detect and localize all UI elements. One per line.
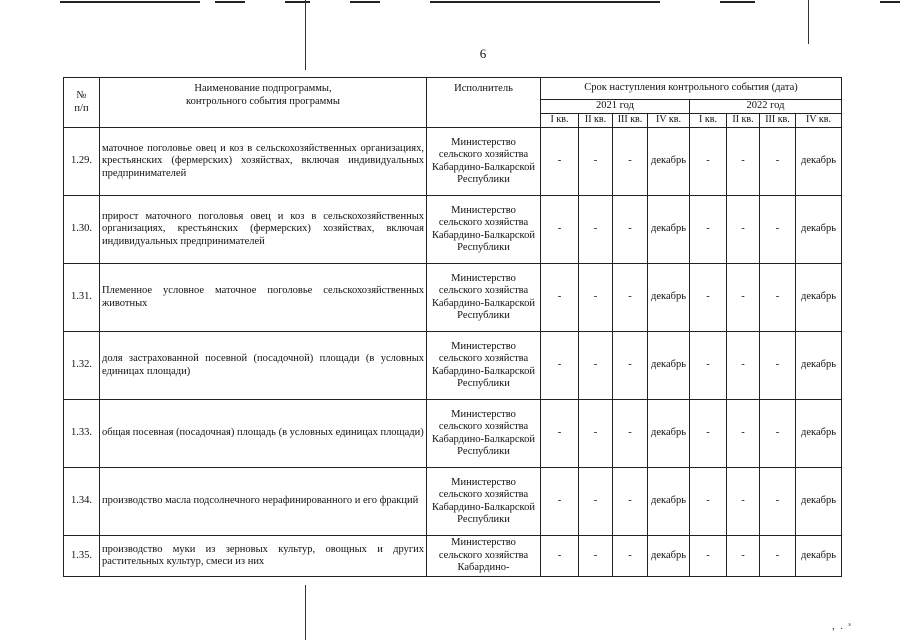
scan-fold-line: [305, 585, 306, 640]
deadline-cell: -: [690, 536, 727, 577]
deadline-cell: -: [579, 536, 613, 577]
deadline-cell: -: [727, 264, 760, 332]
row-number: 1.31.: [64, 264, 100, 332]
table-row: [64, 468, 842, 536]
executor: Министерство сельского хозяйства Кабардино-Балкарской Республики: [427, 468, 541, 536]
table-row: [64, 400, 842, 468]
event-name: доля застрахованной посевной (посадочной) площади (в условных единицах площади): [100, 332, 427, 400]
row-number: 1.30.: [64, 196, 100, 264]
deadline-cell: -: [760, 264, 796, 332]
executor: Министерство сельского хозяйства Кабардино-Балкарской Республики: [427, 128, 541, 196]
deadline-cell: -: [541, 332, 579, 400]
deadline-cell: -: [690, 468, 727, 536]
event-name: общая посевная (посадочная) площадь (в условных единицах площади): [100, 400, 427, 468]
table-row: [64, 196, 842, 264]
deadline-cell: декабрь: [796, 264, 842, 332]
col-deadline-header: Срок наступления контрольного события (дата): [541, 78, 842, 100]
year-2021-header: 2021 год: [541, 100, 690, 114]
deadline-cell: -: [613, 400, 648, 468]
executor: Министерство сельского хозяйства Кабардино-Балкарской Республики: [427, 400, 541, 468]
deadline-cell: -: [541, 468, 579, 536]
quarter-header: IV кв.: [796, 114, 842, 128]
deadline-cell: -: [727, 128, 760, 196]
page-number: 6: [479, 46, 487, 61]
deadline-cell: -: [613, 468, 648, 536]
deadline-cell: декабрь: [796, 468, 842, 536]
deadline-cell: -: [727, 196, 760, 264]
executor: Министерство сельского хозяйства Кабардино-: [427, 536, 541, 577]
table-row: [64, 332, 842, 400]
deadline-cell: декабрь: [796, 536, 842, 577]
deadline-cell: декабрь: [648, 332, 690, 400]
deadline-cell: -: [690, 332, 727, 400]
table-row: [64, 536, 842, 577]
deadline-cell: -: [541, 400, 579, 468]
quarter-header: II кв.: [579, 114, 613, 128]
deadline-cell: -: [541, 536, 579, 577]
deadline-cell: -: [727, 400, 760, 468]
deadline-cell: -: [579, 400, 613, 468]
deadline-cell: -: [613, 264, 648, 332]
deadline-cell: -: [613, 332, 648, 400]
deadline-cell: -: [613, 196, 648, 264]
quarter-header: I кв.: [541, 114, 579, 128]
deadline-cell: -: [727, 468, 760, 536]
deadline-cell: -: [690, 196, 727, 264]
col-num-header: № п/п: [64, 78, 100, 128]
event-name: производство муки из зерновых культур, овощных и других растительных культур, смеси из них: [100, 536, 427, 577]
quarter-header: II кв.: [727, 114, 760, 128]
row-number: 1.32.: [64, 332, 100, 400]
deadline-cell: -: [579, 332, 613, 400]
event-name: Племенное условное маточное поголовье сельскохозяйственных животных: [100, 264, 427, 332]
quarter-header: III кв.: [613, 114, 648, 128]
deadline-cell: декабрь: [648, 468, 690, 536]
deadline-cell: -: [613, 536, 648, 577]
row-number: 1.33.: [64, 400, 100, 468]
deadline-cell: декабрь: [648, 128, 690, 196]
event-name: производство масла подсолнечного нерафинированного и его фракций: [100, 468, 427, 536]
executor: Министерство сельского хозяйства Кабардино-Балкарской Республики: [427, 264, 541, 332]
deadline-cell: декабрь: [648, 196, 690, 264]
table-row: [64, 128, 842, 196]
executor: Министерство сельского хозяйства Кабардино-Балкарской Республики: [427, 332, 541, 400]
event-name: маточное поголовье овец и коз в сельскохозяйственных организациях, крестьянских (фермерских) хозяйствах, включая индивидуальных предпринимателей: [100, 128, 427, 196]
scan-top-marks: [0, 0, 905, 6]
deadline-cell: -: [579, 196, 613, 264]
executor: Министерство сельского хозяйства Кабардино-Балкарской Республики: [427, 196, 541, 264]
event-name: прирост маточного поголовья овец и коз в сельскохозяйственных организациях, крестьянских (фермерских) хозяйствах, включая индивидуальных предпринимателей: [100, 196, 427, 264]
deadline-cell: -: [579, 468, 613, 536]
scan-specks: , . ˢ: [832, 620, 851, 632]
deadline-cell: декабрь: [648, 536, 690, 577]
deadline-cell: -: [727, 332, 760, 400]
deadline-cell: -: [541, 128, 579, 196]
col-executor-header: Исполнитель: [427, 78, 541, 128]
deadline-cell: декабрь: [648, 400, 690, 468]
deadline-cell: декабрь: [796, 196, 842, 264]
deadline-cell: -: [760, 332, 796, 400]
deadline-cell: декабрь: [796, 332, 842, 400]
deadline-cell: декабрь: [648, 264, 690, 332]
quarter-header: IV кв.: [648, 114, 690, 128]
deadline-cell: -: [690, 264, 727, 332]
deadline-cell: -: [579, 128, 613, 196]
deadline-cell: -: [579, 264, 613, 332]
row-number: 1.29.: [64, 128, 100, 196]
scan-edge-line: [808, 0, 809, 44]
deadline-cell: -: [760, 196, 796, 264]
control-events-table: [63, 77, 842, 577]
deadline-cell: -: [760, 468, 796, 536]
scan-fold-line: [305, 0, 306, 70]
deadline-cell: -: [690, 128, 727, 196]
quarter-header: III кв.: [760, 114, 796, 128]
row-number: 1.35.: [64, 536, 100, 577]
deadline-cell: декабрь: [796, 128, 842, 196]
header-row: [64, 78, 842, 100]
deadline-cell: -: [541, 264, 579, 332]
col-name-header: Наименование подпрограммы, контрольного события программы: [100, 78, 427, 128]
deadline-cell: декабрь: [796, 400, 842, 468]
deadline-cell: -: [690, 400, 727, 468]
year-2022-header: 2022 год: [690, 100, 842, 114]
deadline-cell: -: [727, 536, 760, 577]
deadline-cell: -: [760, 536, 796, 577]
deadline-cell: -: [541, 196, 579, 264]
row-number: 1.34.: [64, 468, 100, 536]
deadline-cell: -: [760, 128, 796, 196]
table-row: [64, 264, 842, 332]
deadline-cell: -: [613, 128, 648, 196]
quarter-header: I кв.: [690, 114, 727, 128]
deadline-cell: -: [760, 400, 796, 468]
